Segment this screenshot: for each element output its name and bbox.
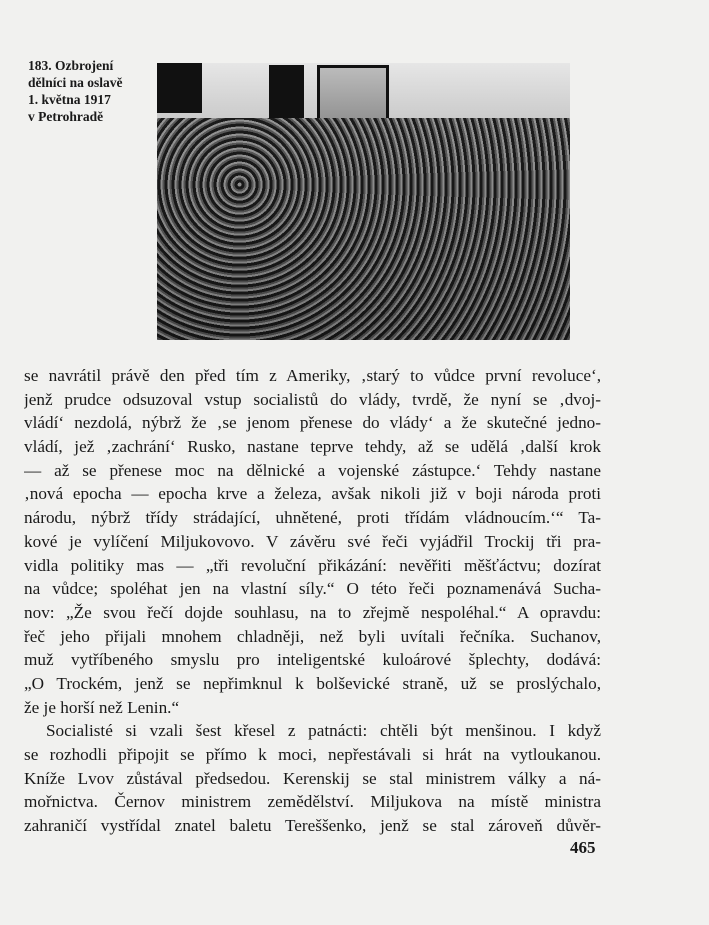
- body-text: [24, 364, 601, 838]
- text-line: muž vytříbeného smyslu pro inteligentské kuloárové šplechty, dodává:: [24, 650, 601, 670]
- caption-line: v Petrohradě: [28, 109, 104, 124]
- text-line: jenž prudce odsuzoval vstup socialistů do vlády, tvrdě, že nyní se ‚dvoj-: [24, 389, 601, 409]
- text-line: ‚nová epocha — epocha krve a železa, avšak nikoli již v boji národa proti: [24, 484, 601, 504]
- photo-crowd: [157, 118, 570, 340]
- caption-line: 183. Ozbrojení: [28, 58, 114, 73]
- text-line: nov: „Že svou řečí dojde souhlasu, na to zřejmě nespoléhal.“ A opravdu:: [24, 602, 601, 622]
- text-line: že je horší než Lenin.“: [24, 697, 180, 717]
- caption-line: 1. května 1917: [28, 92, 111, 107]
- text-line: mořnictva. Černov ministrem zemědělství. Miljukova na místě ministra: [24, 792, 601, 812]
- text-line: se navrátil právě den před tím z Ameriky, ‚starý to vůdce první revoluce‘,: [24, 366, 601, 385]
- figure-caption: [28, 57, 153, 125]
- text-line: „O Trockém, jenž se nepřimknul k bolševické straně, už se proslýchalo,: [24, 673, 601, 693]
- text-line: Socialisté si vzali šest křesel z patnácti: chtěli být menšinou. I když: [46, 721, 601, 741]
- text-line: vládí‘ nezdolá, nýbrž že ‚se jenom přenese do vlády‘ a že skutečné jedno-: [24, 413, 601, 433]
- text-line: vládí, jež ‚zachrání‘ Rusko, nastane teprve tehdy, až se udělá ‚další krok: [24, 437, 601, 457]
- text-line: na vůdce; spoléhat jen na vlastní síly.“ O této řeči poznamenává Sucha-: [24, 579, 601, 599]
- text-line: národu, nýbrž třídy strádající, uhnětené, proti třídám vládnoucím.‘“ Ta-: [24, 508, 601, 528]
- text-line: se rozhodli připojit se přímo k moci, nepřestávali si hrát na vytloukanou.: [24, 745, 601, 764]
- photo-flag: [157, 63, 202, 113]
- text-line: Kníže Lvov zůstával předsedou. Kerenskij se stal ministrem války a ná-: [24, 768, 601, 788]
- caption-line: dělníci na oslavě: [28, 75, 123, 90]
- text-line: vidla politiky mas — „tři revoluční přikázání: nevěřiti měšťáctvu; dozírat: [24, 555, 601, 575]
- crowd-photograph: [157, 63, 570, 340]
- text-line: — až se přenese moc na dělnické a vojenské zástupce.‘ Tehdy nastane: [24, 460, 601, 480]
- text-line: kové je vylíčení Miljukovovo. V závěru své řeči vyjádřil Trockij tři pra-: [24, 531, 601, 551]
- page-number: 465: [570, 838, 596, 857]
- text-line: zahraničí vystřídal znatel baletu Tereššenko, jenž se stal zároveň důvěr-: [24, 816, 601, 836]
- text-line: řeč jeho přijali mnohem chladněji, než byli uvítali řečníka. Suchanov,: [24, 626, 601, 646]
